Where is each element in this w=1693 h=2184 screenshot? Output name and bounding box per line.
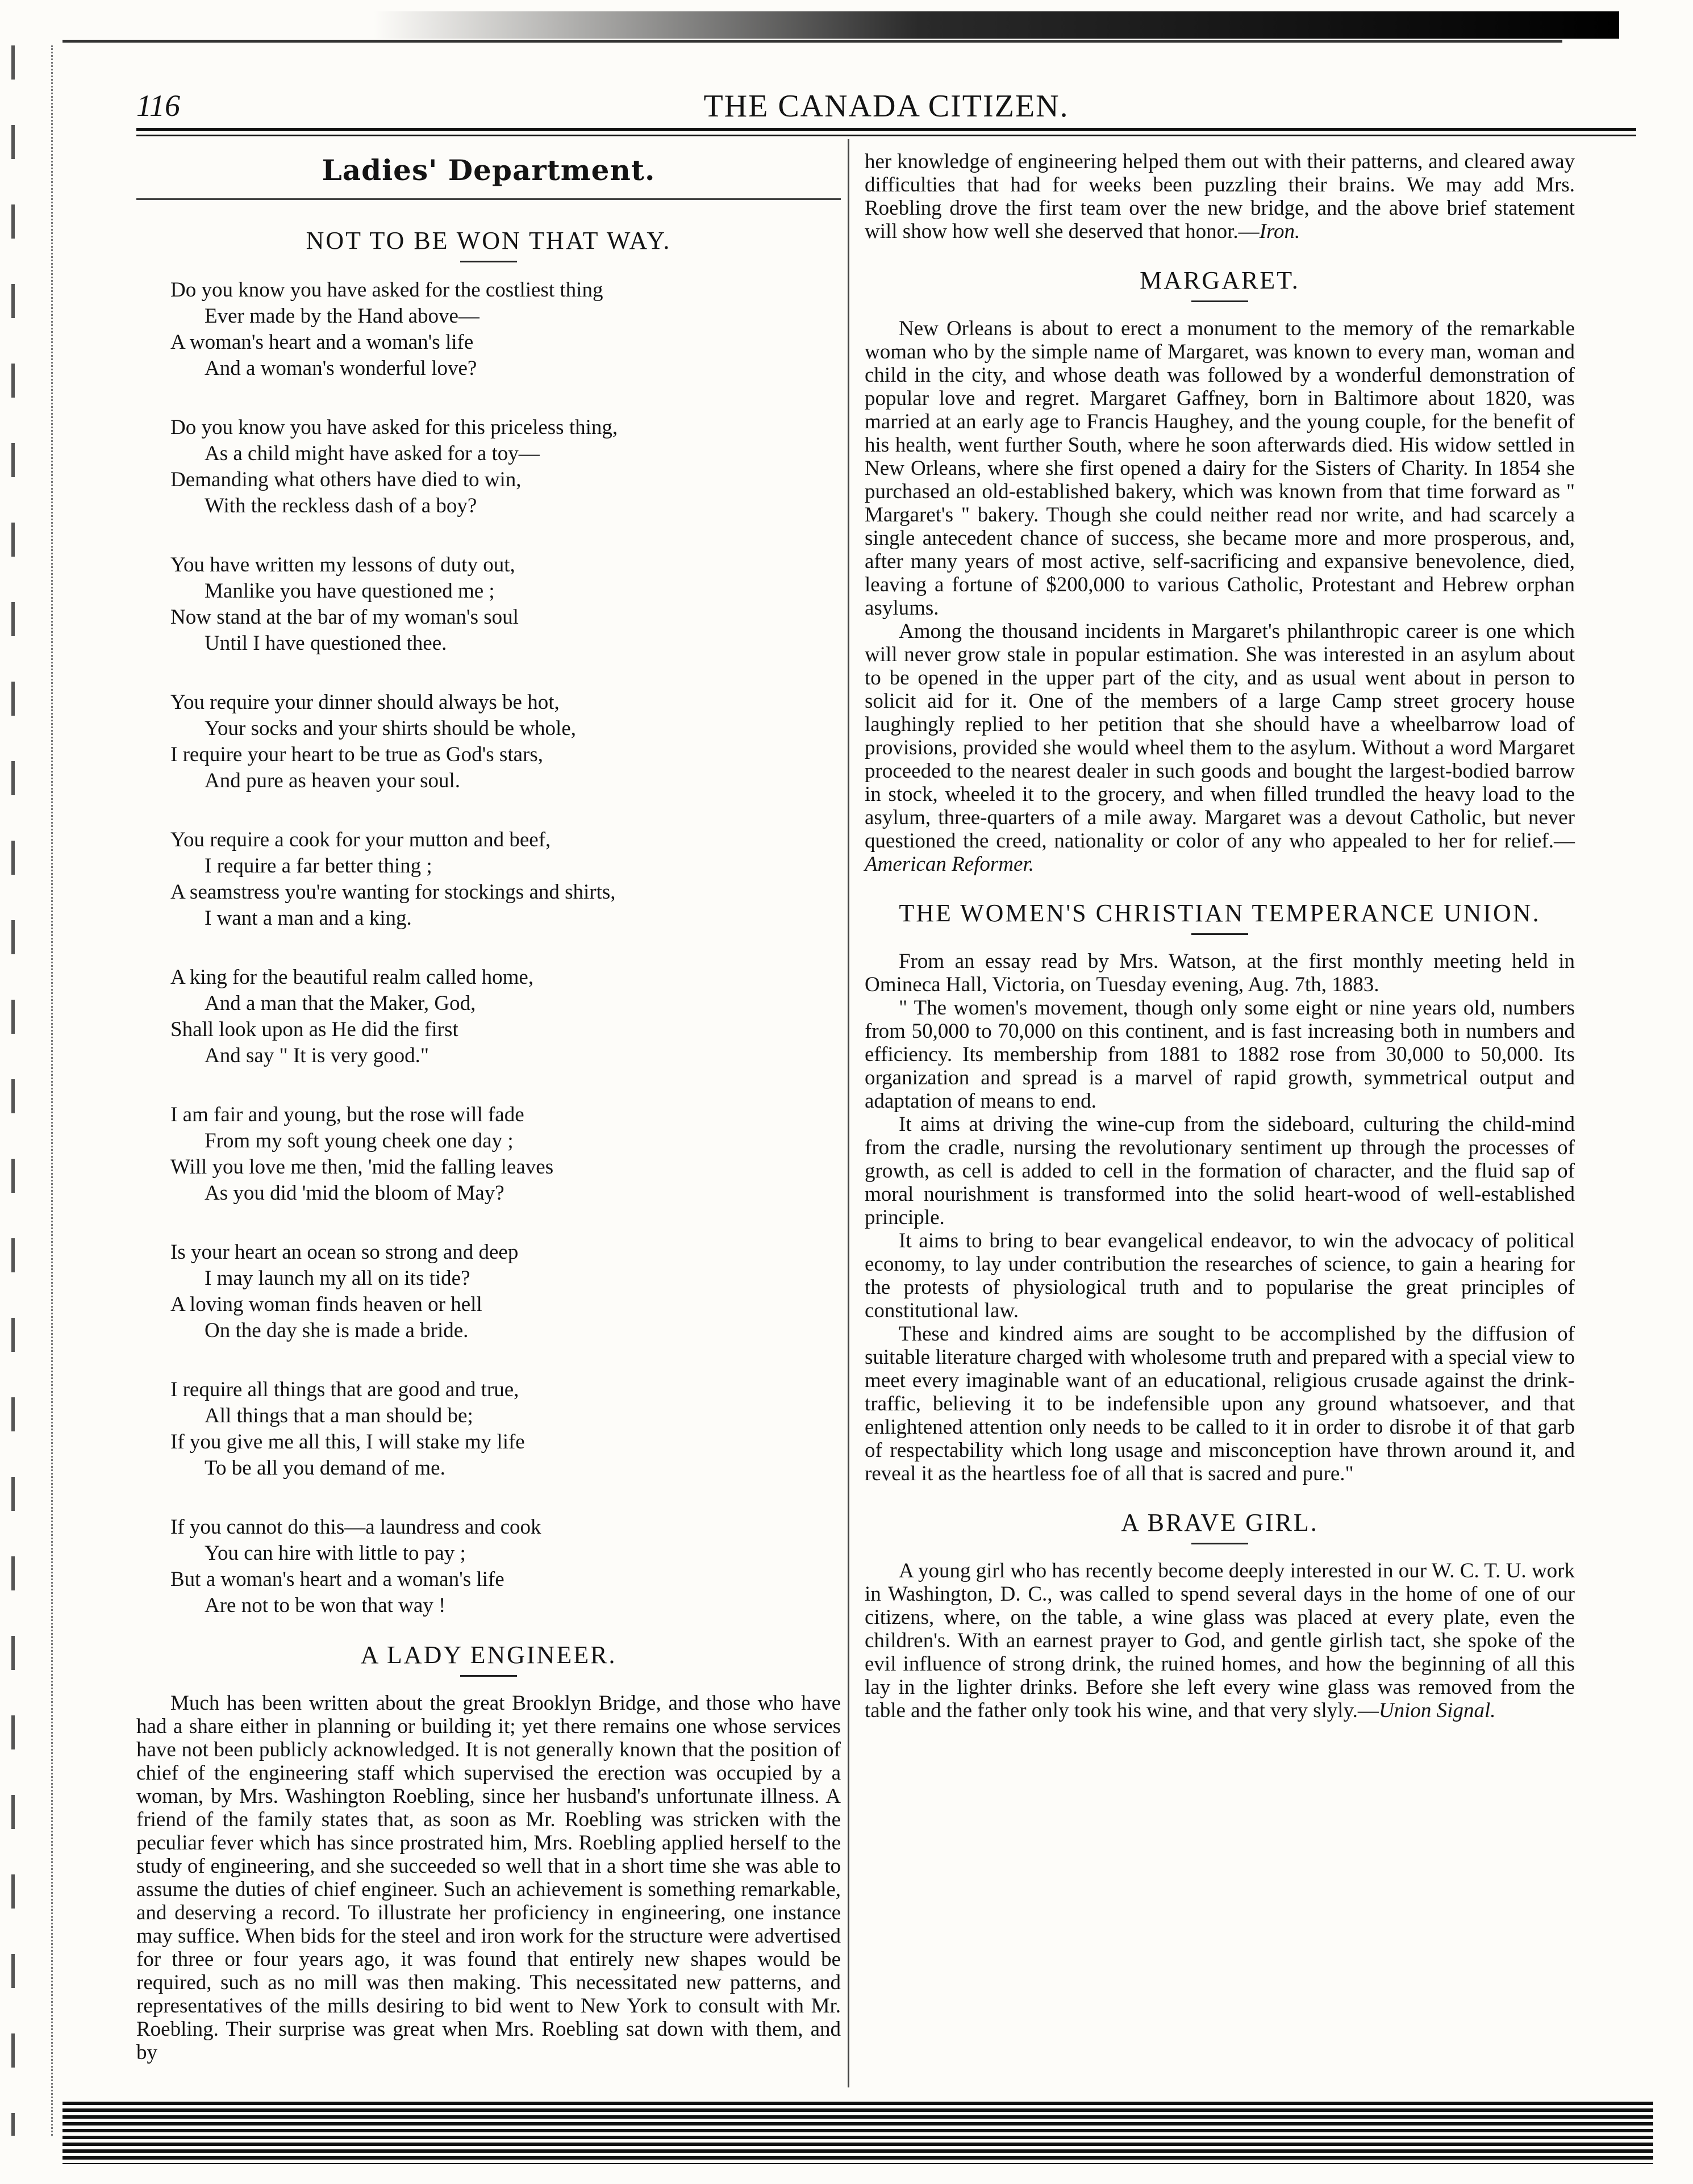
left-column (136, 153, 841, 2064)
poem-line: And pure as heaven your soul. (205, 769, 461, 792)
poem-line: I am fair and young, but the rose will fade (170, 1103, 524, 1126)
poem-stanza (170, 1102, 841, 1206)
poem-stanza (170, 827, 841, 932)
article-title: A LADY ENGINEER. (360, 1641, 617, 1669)
top-thin-rule (62, 40, 1562, 43)
poem-stanza (170, 690, 841, 794)
poem-line: From my soft young cheek one day ; (205, 1129, 514, 1152)
poem-line: I may launch my all on its tide? (205, 1267, 470, 1290)
poem-stanza (170, 1239, 841, 1344)
poem-line: Will you love me then, 'mid the falling leaves (170, 1155, 554, 1179)
poem-line: Ever made by the Hand above— (205, 304, 479, 328)
article-paragraph: It aims to bring to bear evangelical endeavor, to win the advocacy of political economy, to lay under contribution the researches of science, to gain a hearing for the protests of physiological truth and to popularise the great principles of constitutional law. (865, 1229, 1575, 1322)
poem-line: A loving woman finds heaven or hell (170, 1293, 482, 1316)
poem-line: With the reckless dash of a boy? (205, 494, 477, 517)
poem-line: All things that a man should be; (205, 1404, 473, 1427)
poem-line: I require your heart to be true as God's stars, (170, 743, 544, 766)
poem-stanza (170, 415, 841, 519)
poem-line: If you cannot do this—a laundress and cook (170, 1515, 541, 1539)
article-intro: From an essay read by Mrs. Watson, at the first monthly meeting held in Omineca Hall, Victoria, on Tuesday evening, Aug. 7th, 1883. (865, 950, 1575, 996)
article-paragraph: New Orleans is about to erect a monument to the memory of the remarkable woman who by the simple name of Margaret, was known to every man, woman and child in the city, and whose death was followed by a wonderful demonstration of popular love and regret. Margaret Gaffney, born in Baltimore about 1820, was married at an early age to Francis Haughey, and the young couple, for the benefit of his health, went further South, where he soon afterwards died. His widow settled in New Orleans, where she first opened a dairy for the Sisters of Charity. In 1854 she purchased an old-established bakery, which was known from that time forward as " Margaret's " bakery. Though she could neither read nor write, and had scarcely a single antecedent chance of success, she became more and more prosperous, and, after many years of most active, self-sacrificing and expansive benevolence, died, leaving a fortune of $200,000 to various Catholic, Protestant and Hebrew orphan asylums. (865, 317, 1575, 620)
poem-line: A king for the beautiful realm called home, (170, 966, 534, 989)
poem-line: I want a man and a king. (205, 907, 412, 930)
article-title: A BRAVE GIRL. (1121, 1509, 1319, 1536)
poem-line: As a child might have asked for a toy— (205, 442, 540, 465)
poem-line: Do you know you have asked for the costliest thing (170, 278, 603, 302)
title-separator (460, 261, 517, 262)
title-separator (1191, 1543, 1248, 1544)
poem-line: On the day she is made a bride. (205, 1319, 469, 1342)
source-credit: American Reformer. (865, 853, 1034, 876)
top-border-rule (62, 11, 1619, 39)
running-title: THE CANADA CITIZEN. (703, 89, 1069, 124)
header-rule-thick (136, 128, 1636, 131)
poem-line: Are not to be won that way ! (205, 1594, 446, 1617)
page-header (136, 88, 1636, 128)
source-credit: Iron. (1259, 220, 1300, 243)
poem-line: Demanding what others have died to win, (170, 468, 522, 491)
poem-title: NOT TO BE WON THAT WAY. (306, 227, 672, 254)
poem-line: You require your dinner should always be hot, (170, 691, 560, 714)
title-separator (1191, 933, 1248, 935)
poem-line: I require a far better thing ; (205, 854, 432, 878)
article-title: MARGARET. (1140, 266, 1300, 294)
poem-line: Your socks and your shirts should be whole, (205, 717, 577, 740)
poem-line: A seamstress you're wanting for stockings and shirts, (170, 880, 616, 904)
poem-line: And a woman's wonderful love? (205, 357, 477, 380)
poem-line: Now stand at the bar of my woman's soul (170, 605, 519, 629)
bottom-border-rule (62, 2102, 1653, 2164)
title-separator (460, 1675, 517, 1677)
article-paragraph: These and kindred aims are sought to be accomplished by the diffusion of suitable literature charged with wholesome truth and prepared with a special view to meet every imaginable want of an educational, religious crusade against the drink-traffic, believing it to be indefensible upon any ground whatsoever, and that enlightened attention only needs to be called to it in order to disrobe it of that garb of respectability which long usage and misconception have thrown around it, and reveal it as the heartless foe of all that is sacred and pure." (865, 1322, 1575, 1485)
article-paragraph: A young girl who has recently become deeply interested in our W. C. T. U. work in Washington, D. C., was called to spend several days in the home of one of our citizens, where, on the table, a wine glass was placed at every plate, even the children's. With an earnest prayer to God, and gentle girlish tact, she spoke of the evil influence of strong drink, the ruined homes, and how the beginning of all this lay in the lighter drinks. Before she left every wine glass was removed from the table and the father only took his wine, and that very slyly.—Union Signal. (865, 1559, 1575, 1722)
poem-stanza (170, 1514, 841, 1619)
poem-line: But a woman's heart and a woman's life (170, 1568, 504, 1591)
left-binding-margin (0, 45, 53, 2136)
poem-line: You require a cook for your mutton and beef, (170, 828, 551, 851)
poem-body (136, 277, 841, 1619)
poem-line: To be all you demand of me. (205, 1456, 445, 1480)
department-heading: Ladies' Department. (322, 153, 656, 187)
poem-line: You have written my lessons of duty out, (170, 553, 515, 577)
article-continuation: her knowledge of engineering helped them out with their patterns, and cleared away difficulties that had for weeks been puzzling their brains. We may add Mrs. Roebling drove the first team over the new bridge, and the above brief statement will show how well she deserved that honor.—Iron. (865, 150, 1575, 243)
poem-line: Is your heart an ocean so strong and deep (170, 1241, 519, 1264)
poem-line: Do you know you have asked for this priceless thing, (170, 416, 618, 439)
poem-stanza (170, 1377, 841, 1481)
poem-line: Until I have questioned thee. (205, 632, 447, 655)
poem-line: You can hire with little to pay ; (205, 1542, 466, 1565)
poem-line: And a man that the Maker, God, (205, 992, 476, 1015)
poem-stanza (170, 552, 841, 657)
article-paragraph: It aims at driving the wine-cup from the sideboard, culturing the child-mind from the cradle, nursing the revolutionary sentiment up through the processes of growth, as cell is added to cell in the formation of character, and the fluid sap of moral nourishment is transformed into the solid heart-wood of well-established principle. (865, 1113, 1575, 1229)
article-paragraph: Much has been written about the great Brooklyn Bridge, and those who have had a share either in planning or building it; yet there remains one whose services have not been publicly acknowledged. It is not generally known that the position of chief of the engineering staff which supervised the erection was occupied by a woman, by Mrs. Washington Roebling, since her husband's unfortunate illness. A friend of the family states that, as soon as Mr. Roebling was stricken with the peculiar fever which has since prostrated him, Mrs. Roebling applied herself to the study of engineering, and she succeeded so well that in a short time she was able to assume the duties of chief engineer. Such an achievement is something remarkable, and deserving a record. To illustrate her proficiency in engineering, one instance may suffice. When bids for the steel and iron work for the structure were advertised for three or four years ago, it was found that entirely new shapes would be required, such as no mill was then making. This necessitated new patterns, and representatives of the mills desiring to bid went to New York to consult with Mr. Roebling. Their surprise was great when Mrs. Roebling sat down with them, and by (136, 1692, 841, 2064)
poem-line: I require all things that are good and true, (170, 1378, 519, 1401)
article-paragraph: " The women's movement, though only some eight or nine years old, numbers from 50,000 to 70,000 on this continent, and is fast increasing both in numbers and efficiency. Its membership from 1881 to 1882 rose from 30,000 to 50,000. Its organization and spread is a marvel of rapid growth, symmetrical output and adaptation of means to end. (865, 996, 1575, 1113)
poem-line: A woman's heart and a woman's life (170, 331, 474, 354)
poem-line: If you give me all this, I will stake my life (170, 1430, 525, 1454)
poem-stanza (170, 277, 841, 382)
department-rule (136, 198, 841, 200)
poem-line: Shall look upon as He did the first (170, 1018, 458, 1041)
right-column (865, 150, 1575, 1722)
source-credit: Union Signal. (1378, 1699, 1496, 1722)
article-paragraph: Among the thousand incidents in Margaret's philanthropic career is one which will never grow stale in popular estimation. She was interested in an asylum about to be opened in the upper part of the city, and as usual went about in person to solicit aid for it. One of the members of a large Camp street grocery house laughingly replied to her petition that she should have a wheelbarrow load of provisions, provided she would wheel them to the asylum. Without a word Margaret proceeded to the nearest dealer in such goods and bought the largest-bodied barrow in stock, wheeled it to the grocery, and when filled trundled the heavy load to the asylum, three-quarters of a mile away. Margaret was a devout Catholic, but never questioned the creed, nationality or color of any who appealed to her for relief.—American Reformer. (865, 620, 1575, 876)
title-separator (1191, 300, 1248, 302)
article-title: THE WOMEN'S CHRISTIAN TEMPERANCE UNION. (899, 899, 1541, 927)
poem-line: As you did 'mid the bloom of May? (205, 1181, 504, 1205)
poem-stanza (170, 964, 841, 1069)
poem-line: And say " It is very good." (205, 1044, 429, 1067)
page-number: 116 (136, 89, 180, 123)
poem-line: Manlike you have questioned me ; (205, 579, 495, 603)
header-rule-thin (136, 135, 1636, 136)
column-divider (848, 139, 849, 2087)
